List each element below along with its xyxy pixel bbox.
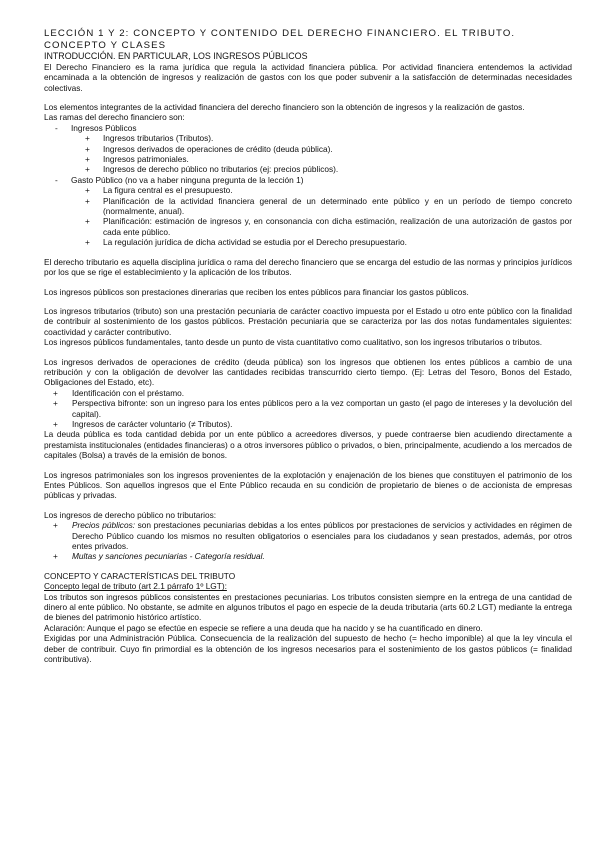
branch-label: Gasto Público (no va a haber ninguna pregunta de la lección 1) <box>71 174 304 185</box>
branch-ingresos <box>44 123 572 133</box>
paragraph-ingresos-publicos: Los ingresos públicos son prestaciones dinerarias que reciben los entes públicos para financiar los gastos públicos. <box>44 286 469 297</box>
document-page <box>44 28 572 665</box>
branch-item: + Ingresos tributarios (Tributos). <box>85 133 214 144</box>
plus-bullet-icon: + <box>53 398 58 409</box>
paragraph-intro-definition: El Derecho Financiero es la rama jurídica que regula la actividad financiera pública. Por actividad financiera entendemos la actividad encaminada a la obtención de ingresos y realización de gastos con los que poder subvenir a la satisfacción de determinadas necesidades colectivas. <box>44 61 572 93</box>
paragraph-patrimoniales: Los ingresos patrimoniales son los ingresos provenientes de la explotación y enajenación de los bienes que constituyen el patrimonio de los Entes Públicos. Son aquellos ingresos que el Ente Público recauda en su condición de propietario de bienes o de accionista de empresas públicas y privadas. <box>44 469 572 501</box>
paragraph-intro-elements: Los elementos integrantes de la actividad financiera del derecho financiero son la obtención de ingresos y la realización de gastos. <box>44 102 525 113</box>
plus-bullet-icon: + <box>53 551 58 562</box>
paragraph-concepto: Los tributos son ingresos públicos consistentes en prestaciones pecuniarias. Los tributos consisten siempre en la entrega de una cantidad de dinero al ente público. No obstante, se admite en algunos tributos el pago en especie de la deuda tributaria (arts 60.2 LGT) mediante la entrega de bienes del patrimonio histórico artístico. <box>44 591 572 623</box>
concepto-legal-heading: Concepto legal de tributo (art 2.1 párrafo 1º LGT): <box>44 581 227 592</box>
plus-bullet-icon: + <box>53 418 58 429</box>
paragraph-exigidas: Exigidas por una Administración Pública. Consecuencia de la realización del supuesto de hecho (= hecho imponible) al que la ley vincula el deber de contribuir. Cuyo fin primordial es la obtención de los ingresos necesarios para el sostenimiento de los gastos públicos (= finalidad contributiva). <box>44 633 572 665</box>
paragraph-deuda-publica: La deuda pública es toda cantidad debida por un ente público a acreedores diversos, y puede contraerse bien acudiendo directamente a prestamista institucionales (entidades financieras) o a otros inversores público o privados, o bien, principalmente, acudiendo a los mercados de capitales (Bolsa) a través de la emisión de bonos. <box>44 429 572 461</box>
multas-item: + Multas y sanciones pecuniarias - Categoría residual. <box>53 551 265 562</box>
branch-gasto <box>44 175 572 185</box>
paragraph-tributarios-fundamentales: Los ingresos públicos fundamentales, tanto desde un punto de vista cuantitativo como cualitativo, son los ingresos tributarios o tributos. <box>44 337 543 348</box>
plus-bullet-icon: + <box>85 164 90 175</box>
credito-item: + Perspectiva bifronte: son un ingreso para los entes públicos pero a la vez comportan un gasto (el pago de intereses y la devolución del capital). <box>53 398 572 419</box>
plus-bullet-icon: + <box>85 195 90 206</box>
plus-bullet-icon: + <box>53 520 58 531</box>
no-tributarios-list <box>44 520 572 562</box>
branch-item: + Ingresos derivados de operaciones de crédito (deuda pública). <box>85 143 333 154</box>
precios-publicos-item <box>44 520 572 551</box>
branch-item: + Planificación de la actividad financiera general de un determinado ente público y en un período de tiempo concreto (normalmente, anual). <box>85 195 572 217</box>
branches-list <box>44 123 572 248</box>
document-title: LECCIÓN 1 Y 2: CONCEPTO Y CONTENIDO DEL DERECHO FINANCIERO. EL TRIBUTO. CONCEPTO Y CLASES <box>44 28 516 51</box>
branch-item: + La regulación jurídica de dicha actividad se estudia por el Derecho presupuestario. <box>85 237 407 248</box>
paragraph-no-tributarios-lead: Los ingresos de derecho público no tributarios: <box>44 509 217 520</box>
branch-item: + Ingresos de derecho público no tributarios (ej: precios públicos). <box>85 164 339 175</box>
dash-marker: - <box>55 122 58 133</box>
plus-bullet-icon: + <box>85 143 90 154</box>
paragraph-aclaracion: Aclaración: Aunque el pago se efectúe en especie se refiere a una deuda que ha nacido y se ha cuantificado en dinero. <box>44 622 483 633</box>
branch-item: + La figura central es el presupuesto. <box>85 185 233 196</box>
paragraph-credito: Los ingresos derivados de operaciones de crédito (deuda pública) son los ingresos que obtienen los entes públicos a cambio de una retribución y con la obligación de devolver las cantidades recibidas transcurrido cierto tiempo. (Ej: Letras del Tesoro, Bonos del Estado, Obligaciones del Estado, etc). <box>44 356 572 388</box>
precios-label: Precios públicos: <box>72 520 136 531</box>
paragraph-derecho-tributario: El derecho tributario es aquella disciplina jurídica o rama del derecho financiero que se encarga del estudio de las normas y principios jurídicos por los que se rige el establecimiento y la aplicación de los tributos. <box>44 256 572 278</box>
paragraph-ramas-lead: Las ramas del derecho financiero son: <box>44 112 185 123</box>
plus-bullet-icon: + <box>85 216 90 227</box>
paragraph-tributarios: Los ingresos tributarios (tributo) son una prestación pecuniaria de carácter coactivo impuesta por el Estado u otro ente público con la finalidad de contribuir al sostenimiento de los gastos públicos. Prestación pecuniaria que se caracteriza por las dos notas fundamentales siguientes: coactividad y carácter contributivo. <box>44 305 572 337</box>
plus-bullet-icon: + <box>85 133 90 144</box>
plus-bullet-icon: + <box>85 237 90 248</box>
credito-item: + Identificación con el préstamo. <box>53 387 185 398</box>
branch-label: Ingresos Públicos <box>71 122 137 133</box>
precios-text: son prestaciones pecuniarias debidas a los entes públicos por prestaciones de servicios y actividades en régimen de Derecho Público cuando los mismos no resulten obligatorios o esenciales para los ciudadanos y sean prestados, además, por otros entes privados. <box>72 520 572 552</box>
plus-bullet-icon: + <box>53 387 58 398</box>
section-heading-intro: INTRODUCCIÓN. EN PARTICULAR, LOS INGRESOS PÚBLICOS <box>44 51 308 61</box>
credito-list <box>44 388 572 430</box>
credito-item: + Ingresos de carácter voluntario (≠ Tributos). <box>53 418 233 429</box>
plus-bullet-icon: + <box>85 154 90 165</box>
dash-marker: - <box>55 174 58 185</box>
branch-item: + Planificación: estimación de ingresos y, en consonancia con dicha estimación, realización de una autorización de gastos por cada ente público. <box>85 216 572 237</box>
branch-item: + Ingresos patrimoniales. <box>85 154 189 165</box>
plus-bullet-icon: + <box>85 185 90 196</box>
section-heading-concepto: CONCEPTO Y CARACTERÍSTICAS DEL TRIBUTO <box>44 570 236 581</box>
